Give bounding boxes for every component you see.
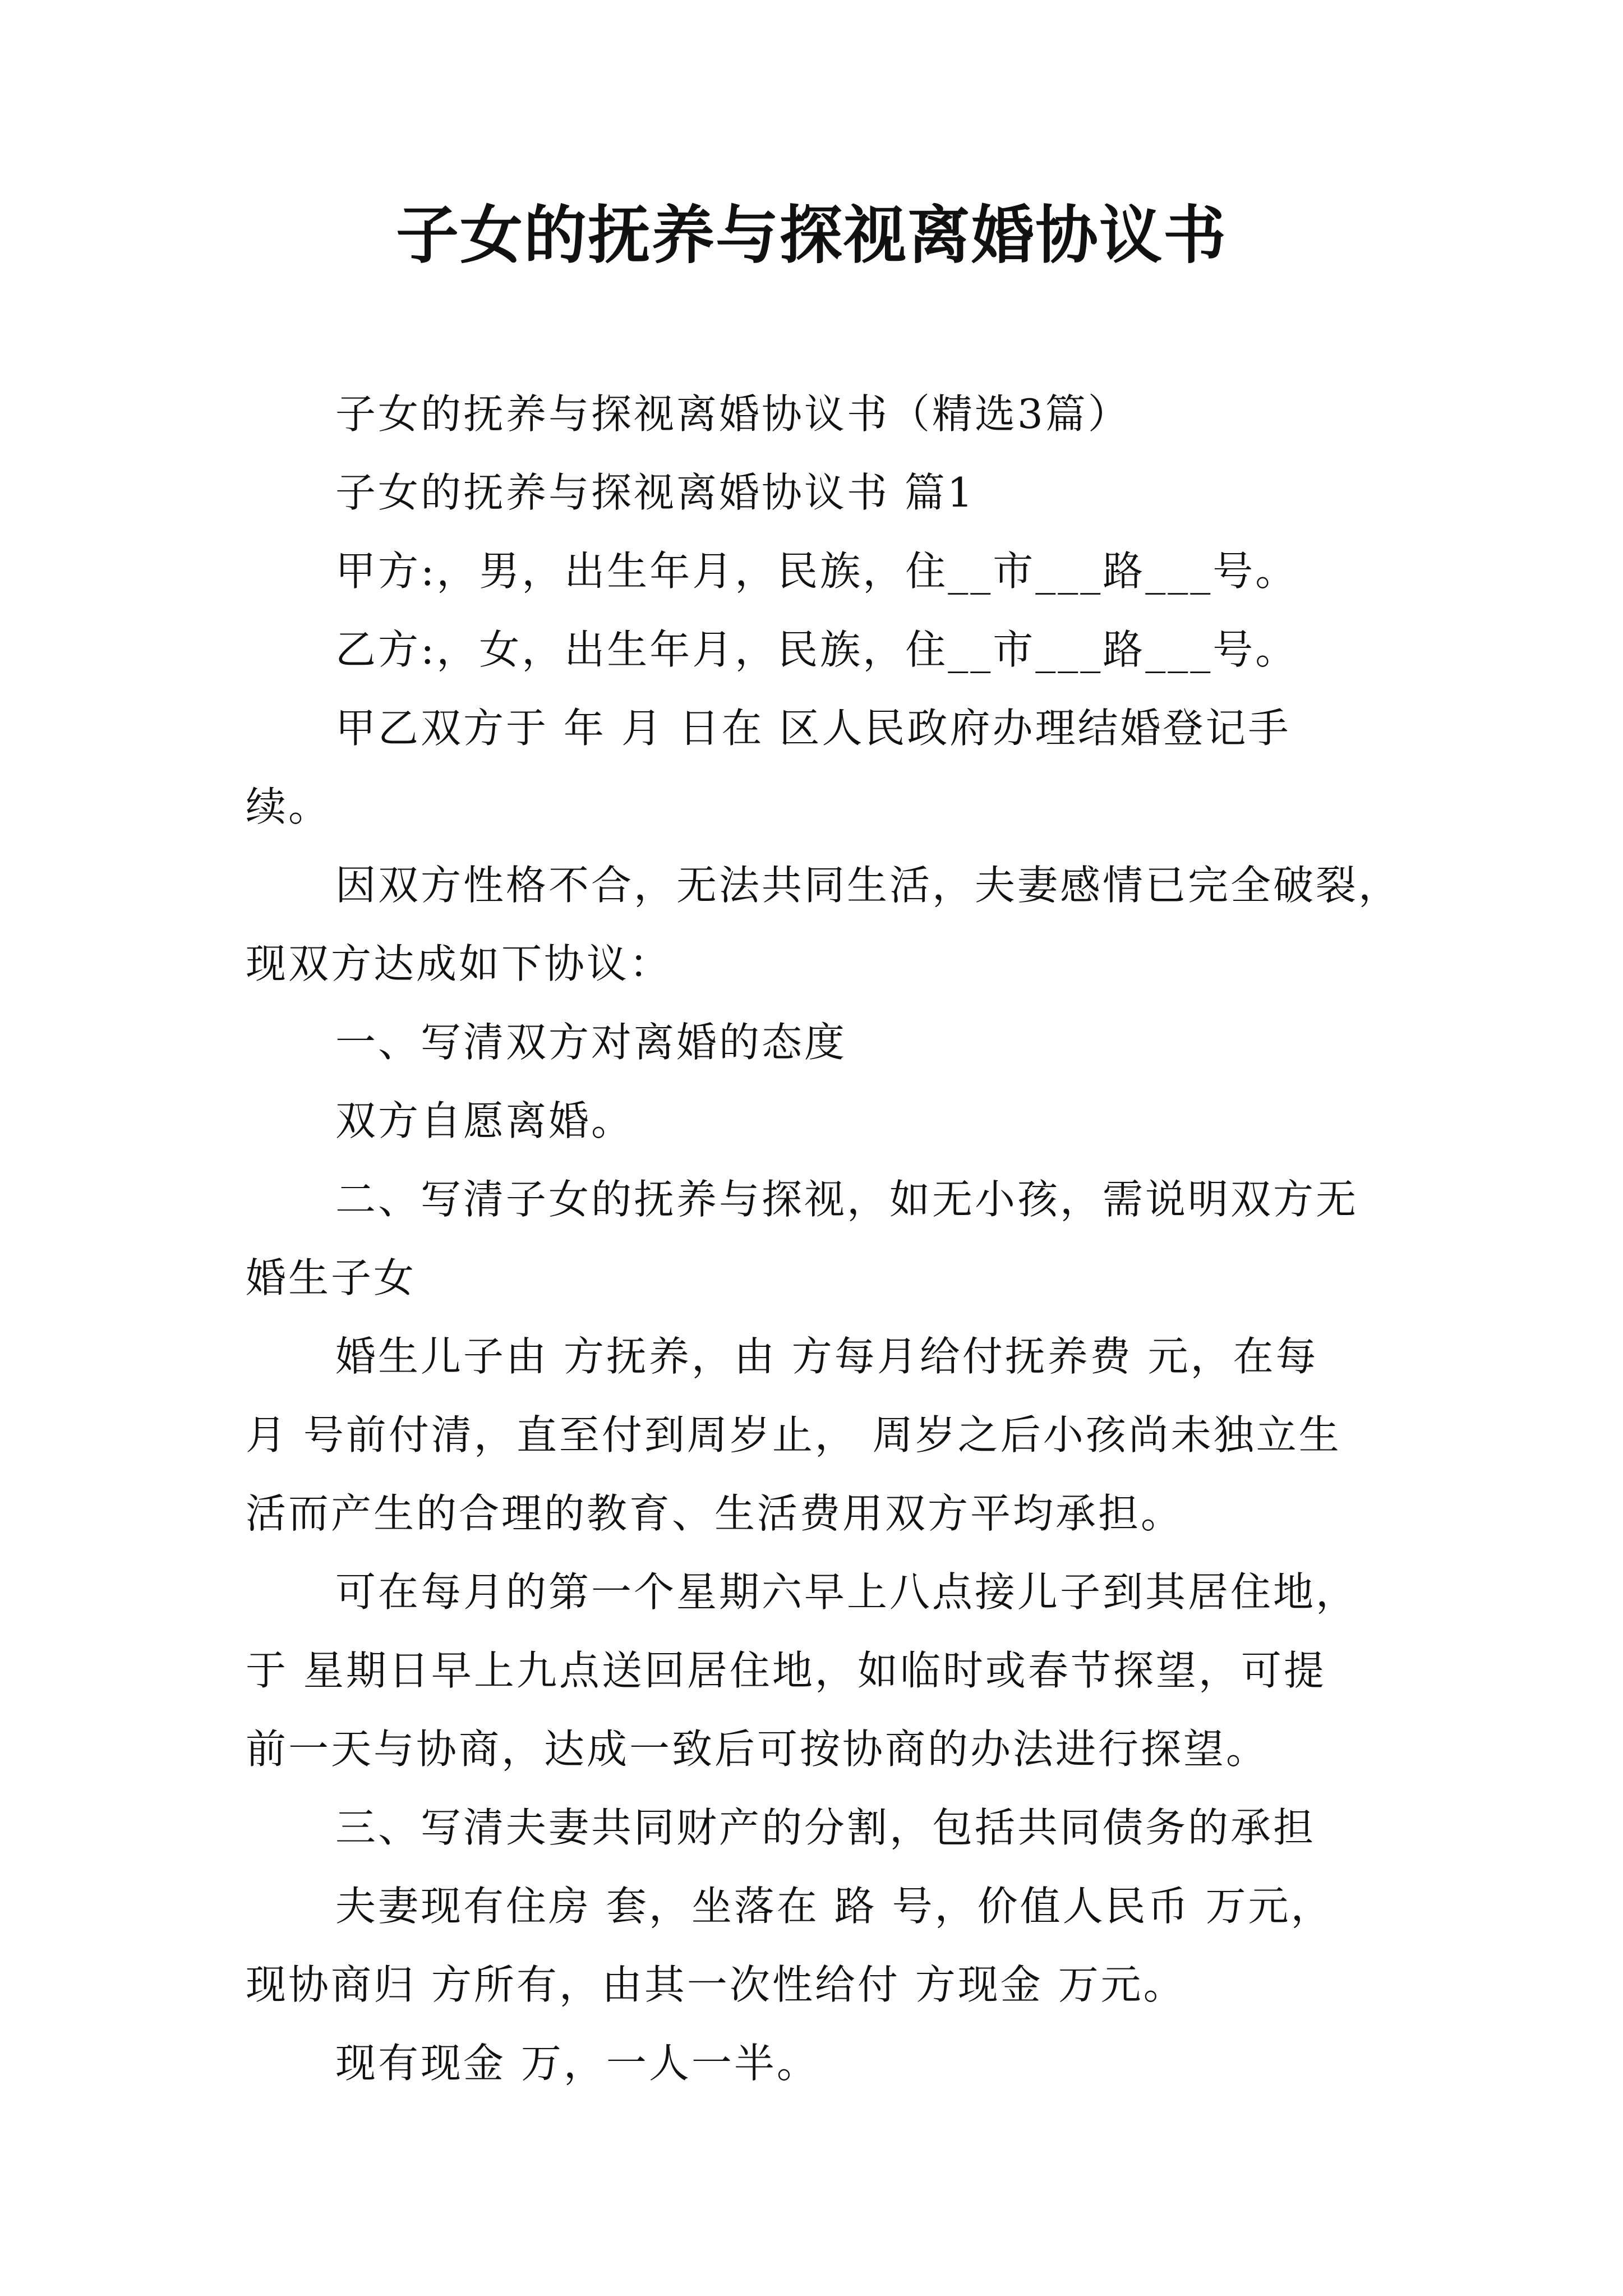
document-body xyxy=(246,375,1401,2102)
paragraph-line: 续。 xyxy=(246,783,331,830)
paragraph-line: 现有现金 万，一人一半。 xyxy=(335,2040,819,2087)
paragraph-line: 活而产生的合理的教育、生活费用双方平均承担。 xyxy=(246,1490,1184,1537)
paragraph-line: 现协商归 方所有，由其一次性给付 方现金 万元。 xyxy=(246,1961,1186,2008)
paragraph-line: 子女的抚养与探视离婚协议书（精选3篇） xyxy=(335,390,1131,438)
paragraph-line: 甲乙双方于 年 月 日在 区人民政府办理结婚登记手 xyxy=(335,705,1291,752)
document-title: 子女的抚养与探视离婚协议书 xyxy=(396,199,1227,272)
paragraph-line: 双方自愿离婚。 xyxy=(335,1097,634,1144)
paragraph-line: 甲方:，男，出生年月，民族，住__市___路___号。 xyxy=(335,547,1298,595)
paragraph-line: 子女的抚养与探视离婚协议书 篇1 xyxy=(335,469,975,516)
paragraph-line: 乙方:，女，出生年月，民族，住__市___路___号。 xyxy=(335,626,1298,673)
paragraph-line: 因双方性格不合，无法共同生活，夫妻感情已完全破裂， xyxy=(335,862,1401,909)
paragraph-line: 月 号前付清，直至付到周岁止， 周岁之后小孩尚未独立生 xyxy=(246,1411,1341,1458)
paragraph-line: 婚生儿子由 方抚养，由 方每月给付抚养费 元，在每 xyxy=(335,1333,1318,1380)
paragraph-line: 三、写清夫妻共同财产的分割，包括共同债务的承担 xyxy=(335,1804,1316,1851)
paragraph-line: 现双方达成如下协议： xyxy=(246,940,672,987)
paragraph-line: 可在每月的第一个星期六早上八点接儿子到其居住地， xyxy=(335,1568,1359,1616)
paragraph-line: 二、写清子女的抚养与探视，如无小孩，需说明双方无 xyxy=(335,1176,1359,1223)
paragraph-line: 前一天与协商，达成一致后可按协商的办法进行探望。 xyxy=(246,1726,1269,1773)
paragraph-line: 夫妻现有住房 套，坐落在 路 号，价值人民币 万元， xyxy=(335,1883,1334,1930)
paragraph-line: 婚生子女 xyxy=(246,1254,417,1301)
paragraph-line: 于 星期日早上九点送回居住地，如临时或春节探望，可提 xyxy=(246,1647,1326,1694)
paragraph-line: 一、写清双方对离婚的态度 xyxy=(335,1019,847,1066)
